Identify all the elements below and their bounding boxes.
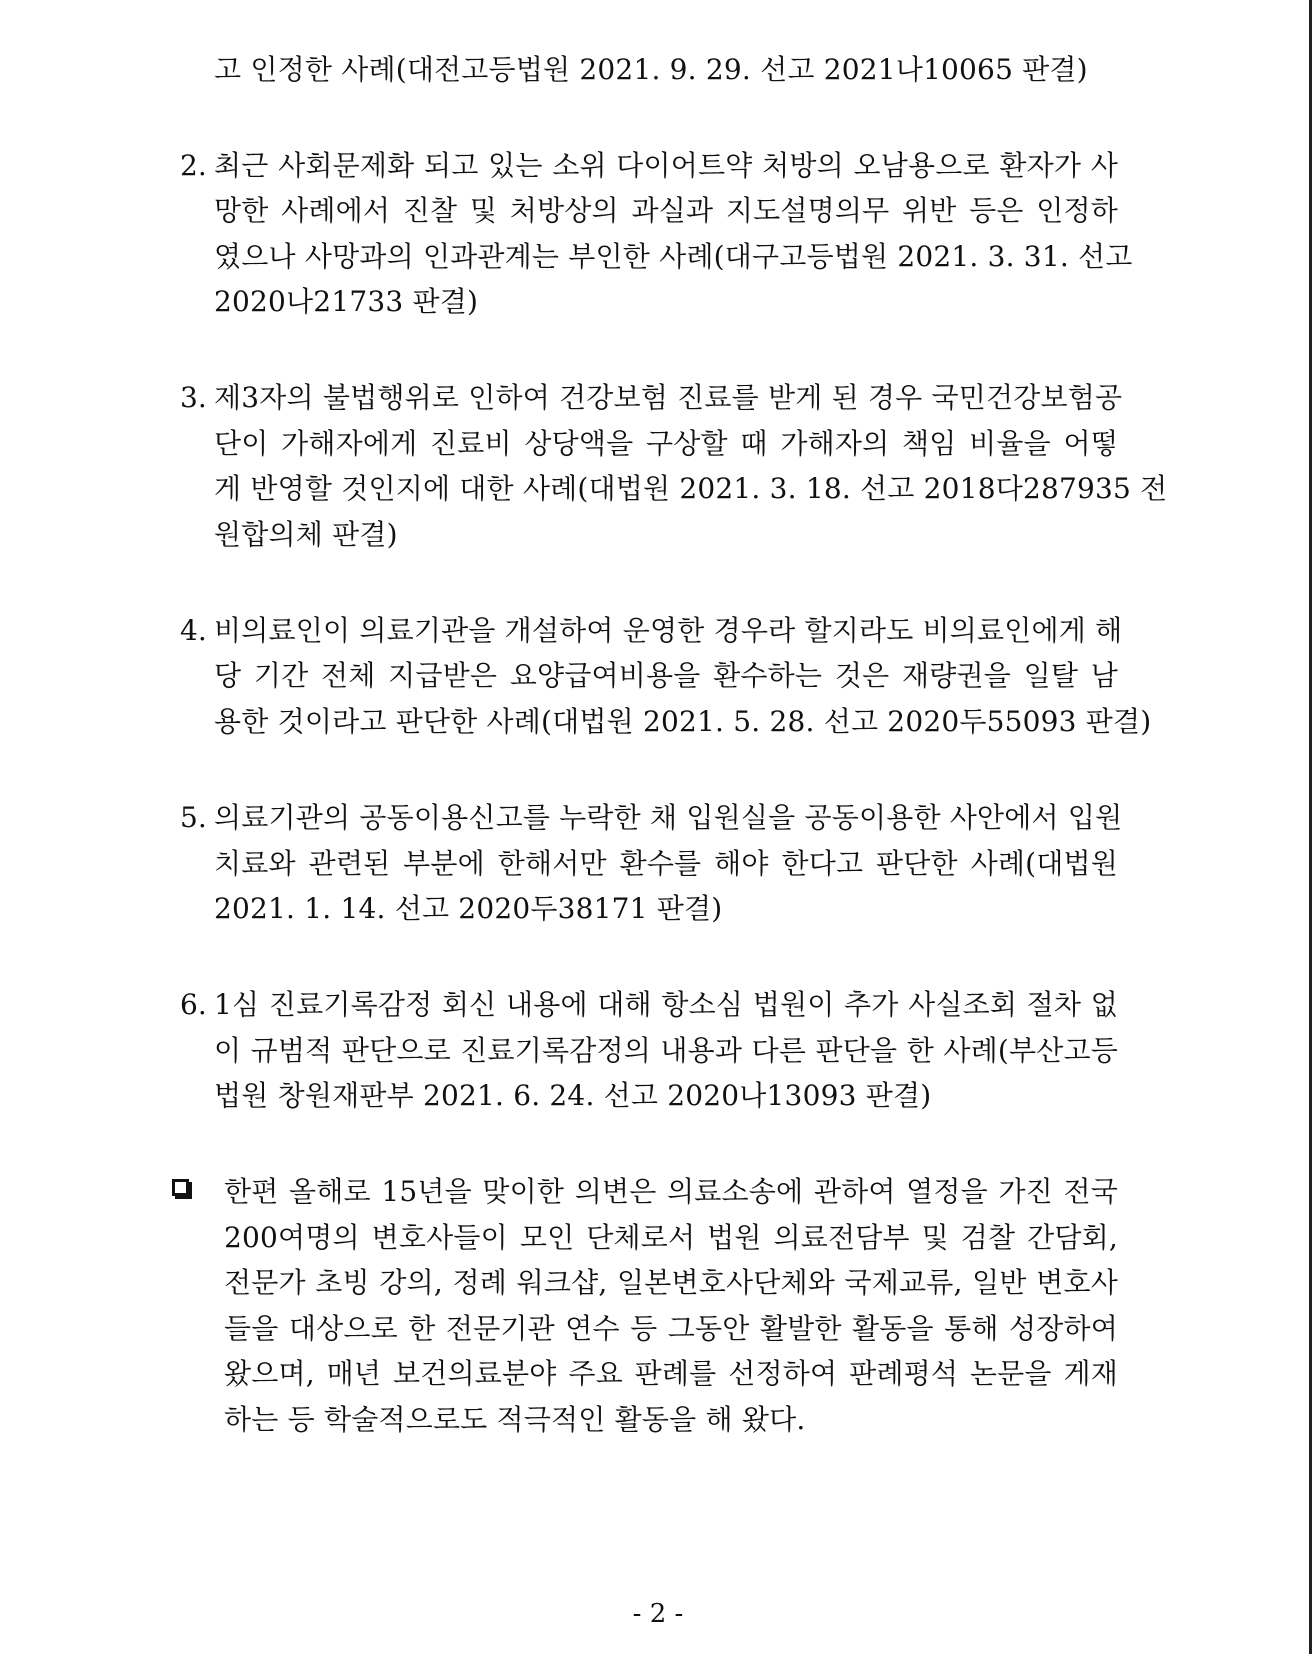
page-number: - 2 - bbox=[632, 1599, 684, 1629]
list-item-line: 비의료인이 의료기관을 개설하여 운영한 경우라 할지라도 비의료인에게 해 bbox=[214, 614, 1123, 647]
list-item-line: 의료기관의 공동이용신고를 누락한 채 입원실을 공동이용한 사안에서 입원 bbox=[214, 801, 1123, 834]
closing-line: 200여명의 변호사들이 모인 단체로서 법원 의료전담부 및 검찰 간담회, bbox=[224, 1221, 1118, 1254]
list-item-line: 였으나 사망과의 인과관계는 부인한 사례(대구고등법원 2021. 3. 31. 선고 bbox=[214, 240, 1133, 273]
closing-line: 하는 등 학술적으로도 적극적인 활동을 해 왔다. bbox=[224, 1403, 806, 1436]
page-right-border bbox=[1309, 0, 1312, 1654]
list-item-line: 망한 사례에서 진찰 및 처방상의 과실과 지도설명의무 위반 등은 인정하 bbox=[214, 194, 1118, 227]
list-item-number: 4. bbox=[180, 614, 207, 647]
list-item-line: 용한 것이라고 판단한 사례(대법원 2021. 5. 28. 선고 2020두55093 판결) bbox=[214, 705, 1152, 738]
list-item-line: 법원 창원재판부 2021. 6. 24. 선고 2020나13093 판결) bbox=[214, 1079, 932, 1112]
list-item-line: 2021. 1. 14. 선고 2020두38171 판결) bbox=[214, 892, 723, 925]
list-item-line: 치료와 관련된 부분에 한해서만 환수를 해야 한다고 판단한 사례(대법원 bbox=[214, 847, 1118, 880]
closing-line: 한편 올해로 15년을 맞이한 의변은 의료소송에 관하여 열정을 가진 전국 bbox=[224, 1175, 1118, 1208]
list-item-line: 당 기간 전체 지급받은 요양급여비용을 환수하는 것은 재량권을 일탈 남 bbox=[214, 659, 1118, 692]
checkbox-square-icon bbox=[172, 1179, 189, 1196]
closing-line: 전문가 초빙 강의, 정례 워크샵, 일본변호사단체와 국제교류, 일반 변호사 bbox=[224, 1266, 1118, 1299]
list-item-number: 2. bbox=[180, 149, 207, 182]
list-item-line: 2020나21733 판결) bbox=[214, 285, 479, 318]
list-item-number: 5. bbox=[180, 801, 207, 834]
continuation-line: 고 인정한 사례(대전고등법원 2021. 9. 29. 선고 2021나10065 판결) bbox=[214, 53, 1088, 86]
list-item-line: 게 반영할 것인지에 대한 사례(대법원 2021. 3. 18. 선고 2018다287935 전 bbox=[214, 472, 1168, 505]
list-item-line: 이 규범적 판단으로 진료기록감정의 내용과 다른 판단을 한 사례(부산고등 bbox=[214, 1034, 1118, 1067]
list-item-number: 3. bbox=[180, 381, 207, 414]
list-item-line: 원합의체 판결) bbox=[214, 518, 398, 551]
list-item-line: 최근 사회문제화 되고 있는 소위 다이어트약 처방의 오남용으로 환자가 사 bbox=[214, 149, 1118, 182]
list-item-line: 제3자의 불법행위로 인하여 건강보험 진료를 받게 된 경우 국민건강보험공 bbox=[214, 381, 1123, 414]
list-item-line: 1심 진료기록감정 회신 내용에 대해 항소심 법원이 추가 사실조회 절차 없 bbox=[214, 988, 1118, 1021]
closing-line: 들을 대상으로 한 전문기관 연수 등 그동안 활발한 활동을 통해 성장하여 bbox=[224, 1312, 1118, 1345]
closing-line: 왔으며, 매년 보건의료분야 주요 판례를 선정하여 판례평석 논문을 게재 bbox=[224, 1357, 1118, 1390]
list-item-number: 6. bbox=[180, 988, 207, 1021]
list-item-line: 단이 가해자에게 진료비 상당액을 구상할 때 가해자의 책임 비율을 어떻 bbox=[214, 427, 1118, 460]
